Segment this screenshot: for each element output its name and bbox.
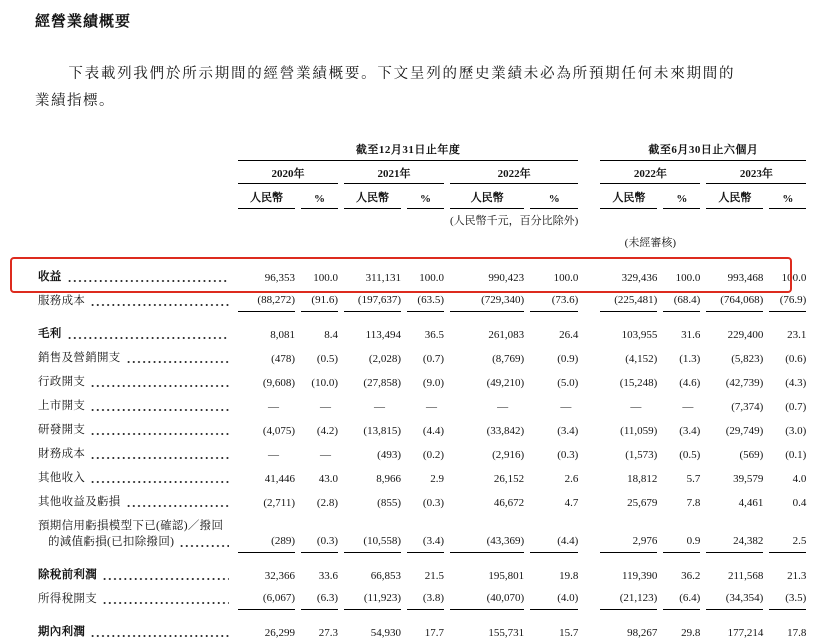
unit-header-pct: % [530, 184, 578, 209]
cell-value: (5,823) [731, 353, 764, 365]
cell-value: 177,214 [727, 627, 764, 639]
results-table [32, 137, 812, 643]
cell-value: (4.0) [530, 586, 578, 610]
cell-value: (10,558) [344, 513, 401, 553]
cell-value: 27.3 [318, 627, 338, 639]
cell-value: 15.7 [559, 627, 579, 639]
cell-value: 32,366 [264, 570, 295, 582]
cell-value: 31.6 [681, 329, 701, 341]
cell-value: — [268, 449, 279, 461]
dot-leader [102, 594, 229, 606]
dot-leader [67, 329, 229, 341]
unit-row [38, 184, 806, 209]
cell-value: (0.7) [422, 353, 444, 365]
cell-value: 43.0 [318, 473, 338, 485]
cell-value: (6,067) [238, 586, 295, 610]
cell-value: (493) [377, 449, 401, 461]
cell-value: (1.3) [679, 353, 701, 365]
year-header-2022: 2022年 [450, 161, 578, 184]
note-unaudited: (未經審核) [624, 237, 676, 249]
unit-header-pct: % [301, 184, 338, 209]
cell-value: (6.3) [301, 586, 338, 610]
cell-value: 261,083 [488, 329, 525, 341]
cell-value: 103,955 [621, 329, 658, 341]
cell-value: (855) [377, 497, 401, 509]
cell-value: — [374, 401, 385, 413]
unit-header-pct: % [769, 184, 806, 209]
cell-value: (729,340) [450, 288, 524, 312]
cell-value: 990,423 [488, 272, 525, 284]
intro-paragraph: 下表載列我們於所示期間的經營業績概要。下文呈列的歷史業績未必為所預期任何未來期間的業績指標。 [35, 66, 735, 109]
cell-value: (40,070) [450, 586, 524, 610]
row-label: 收益 [38, 264, 232, 288]
cell-value: 311,131 [365, 272, 401, 284]
cell-value: (11,059) [620, 425, 658, 437]
cell-value: (3.4) [679, 425, 701, 437]
cell-value: 211,568 [727, 570, 764, 582]
cell-value: (1,573) [625, 449, 658, 461]
cell-value: (49,210) [486, 377, 525, 389]
cell-value: (0.3) [422, 497, 444, 509]
unit-header-pct: % [407, 184, 444, 209]
cell-value: (0.6) [785, 353, 807, 365]
cell-value: (88,272) [238, 288, 295, 312]
cell-value: (764,068) [706, 288, 763, 312]
cell-value: (43,369) [450, 513, 524, 553]
row-label: 預期信用虧損模型下已(確認)／撥回 的減值虧損(已扣除撥回) [38, 513, 232, 553]
cell-value: (3.4) [557, 425, 579, 437]
cell-value: — [497, 401, 509, 413]
row-label: 其他收益及虧損 [38, 489, 232, 513]
dot-leader [90, 449, 229, 461]
cell-value: 155,731 [488, 627, 525, 639]
cell-value: 2.5 [769, 513, 806, 553]
row-label: 財務成本 [38, 441, 232, 465]
dot-leader [126, 497, 229, 509]
cell-value: (29,749) [725, 425, 764, 437]
cell-value: 8,966 [376, 473, 401, 485]
cell-value: 33.6 [318, 570, 338, 582]
table-row [38, 288, 806, 312]
cell-value: 8.4 [324, 329, 338, 341]
table-row [38, 586, 806, 610]
cell-value: (42,739) [725, 377, 764, 389]
note-row-unaudited [38, 228, 806, 264]
dot-leader [90, 627, 229, 639]
row-label: 毛利 [38, 312, 232, 345]
table-body [38, 264, 806, 643]
cell-value: (4.2) [316, 425, 338, 437]
cell-value: 100.0 [781, 272, 807, 284]
row-label: 研發開支 [38, 417, 232, 441]
cell-value: (91.6) [301, 288, 338, 312]
table-row [38, 369, 806, 393]
cell-value: 98,267 [627, 627, 658, 639]
cell-value: (0.5) [679, 449, 701, 461]
dot-leader [90, 425, 229, 437]
table-row [38, 345, 806, 369]
spanner-annual: 截至12月31日止年度 [238, 137, 578, 161]
cell-value: (21,123) [600, 586, 657, 610]
cell-value: (2.8) [316, 497, 338, 509]
cell-value: — [426, 401, 437, 413]
cell-value: 19.8 [559, 570, 579, 582]
cell-value: (0.1) [785, 449, 807, 461]
cell-value: 195,801 [488, 570, 525, 582]
cell-value: 7.8 [686, 497, 701, 509]
cell-value: 41,446 [264, 473, 295, 485]
cell-value: (4.4) [422, 425, 444, 437]
cell-value: (63.5) [407, 288, 444, 312]
cell-value: (4,152) [625, 353, 658, 365]
cell-value: — [630, 401, 642, 413]
cell-value: — [320, 449, 331, 461]
cell-value: (3.8) [407, 586, 444, 610]
cell-value: 23.1 [787, 329, 807, 341]
cell-value: 4.0 [792, 473, 807, 485]
cell-value: 46,672 [493, 497, 525, 509]
cell-value: (2,711) [263, 497, 295, 509]
cell-value: (225,481) [600, 288, 657, 312]
cell-value: 21.3 [787, 570, 807, 582]
cell-value: (3.5) [769, 586, 806, 610]
cell-value: (3.0) [785, 425, 807, 437]
cell-value: 2.6 [564, 473, 579, 485]
cell-value: (0.2) [422, 449, 444, 461]
cell-value: 54,930 [370, 627, 401, 639]
dot-leader [179, 537, 229, 549]
cell-value: 17.8 [787, 627, 807, 639]
spanner-row [38, 137, 806, 161]
row-label: 服務成本 [38, 288, 232, 312]
cell-value: (27,858) [363, 377, 401, 389]
cell-value: 2,976 [600, 513, 657, 553]
cell-value: (289) [238, 513, 295, 553]
cell-value: (76.9) [769, 288, 806, 312]
cell-value: (0.9) [557, 353, 579, 365]
page-title: 經營業績概要 [35, 14, 132, 30]
year-header-2021: 2021年 [344, 161, 444, 184]
unit-header-rmb: 人民幣 [600, 184, 657, 209]
table-row [38, 465, 806, 489]
cell-value: 29.8 [681, 627, 701, 639]
cell-value: 36.2 [681, 570, 701, 582]
cell-value: 26,299 [264, 627, 295, 639]
row-label: 銷售及營銷開支 [38, 345, 232, 369]
cell-value: 8,081 [270, 329, 295, 341]
cell-value: 100.0 [675, 272, 701, 284]
cell-value: 2.9 [430, 473, 444, 485]
cell-value: (7,374) [731, 401, 764, 413]
cell-value: 4.7 [564, 497, 579, 509]
cell-value: (0.7) [785, 401, 807, 413]
dot-leader [126, 353, 229, 365]
unit-header-rmb: 人民幣 [344, 184, 401, 209]
cell-value: 0.9 [663, 513, 700, 553]
year-header-2020: 2020年 [238, 161, 338, 184]
cell-value: 39,579 [733, 473, 764, 485]
cell-value: 26,152 [493, 473, 525, 485]
cell-value: (13,815) [363, 425, 401, 437]
cell-value: — [268, 401, 279, 413]
cell-value: (0.5) [316, 353, 338, 365]
cell-value: (0.3) [301, 513, 338, 553]
cell-value: 66,853 [370, 570, 401, 582]
year-header-2023-interim: 2023年 [706, 161, 806, 184]
spanner-interim: 截至6月30日止六個月 [600, 137, 806, 161]
table-row [38, 264, 806, 288]
cell-value: 229,400 [727, 329, 764, 341]
table-row [38, 312, 806, 345]
cell-value: — [320, 401, 331, 413]
cell-value: 113,494 [365, 329, 401, 341]
cell-value: 26.4 [559, 329, 579, 341]
dot-leader [90, 296, 229, 308]
row-label: 其他收入 [38, 465, 232, 489]
table-header [38, 137, 806, 264]
row-label: 除稅前利潤 [38, 553, 232, 586]
cell-value: (68.4) [663, 288, 700, 312]
cell-value: (4.6) [679, 377, 701, 389]
table-row [38, 441, 806, 465]
cell-value: 36.5 [424, 329, 444, 341]
row-label: 行政開支 [38, 369, 232, 393]
cell-value: (478) [271, 353, 295, 365]
cell-value: — [560, 401, 572, 413]
cell-value: (569) [739, 449, 764, 461]
cell-value: 4,461 [738, 497, 764, 509]
note-units: (人民幣千元，百分比除外) [450, 215, 579, 227]
dot-leader [90, 401, 229, 413]
cell-value: 21.5 [424, 570, 444, 582]
unit-header-rmb: 人民幣 [238, 184, 295, 209]
cell-value: (9.0) [422, 377, 444, 389]
cell-value: (73.6) [530, 288, 578, 312]
cell-value: (8,769) [492, 353, 525, 365]
cell-value: 119,390 [621, 570, 658, 582]
row-label: 上市開支 [38, 393, 232, 417]
cell-value: (6.4) [663, 586, 700, 610]
note-row-units [38, 209, 806, 228]
cell-value: (4.4) [530, 513, 578, 553]
cell-value: 96,353 [264, 272, 295, 284]
cell-value: (34,354) [706, 586, 763, 610]
dot-leader [67, 272, 229, 284]
cell-value: 18,812 [627, 473, 658, 485]
row-label: 所得稅開支 [38, 586, 232, 610]
dot-leader [90, 473, 229, 485]
table-row [38, 553, 806, 586]
cell-value: (4.3) [785, 377, 807, 389]
cell-value: (3.4) [407, 513, 444, 553]
cell-value: 17.7 [424, 627, 444, 639]
cell-value: (4,075) [262, 425, 295, 437]
unit-header-rmb: 人民幣 [450, 184, 524, 209]
table-row [38, 489, 806, 513]
cell-value: (0.3) [557, 449, 579, 461]
table-row [38, 513, 806, 553]
year-row [38, 161, 806, 184]
cell-value: 5.7 [686, 473, 701, 485]
cell-value: 24,382 [706, 513, 763, 553]
cell-value: 100.0 [553, 272, 579, 284]
cell-value: 993,468 [727, 272, 764, 284]
cell-value: 100.0 [313, 272, 338, 284]
cell-value: (11,923) [344, 586, 401, 610]
dot-leader [102, 570, 229, 582]
cell-value: (15,248) [619, 377, 658, 389]
dot-leader [90, 377, 229, 389]
cell-value: (9,608) [262, 377, 295, 389]
cell-value: 329,436 [621, 272, 658, 284]
cell-value: 0.4 [792, 497, 807, 509]
cell-value: (10.0) [311, 377, 338, 389]
cell-value: (33,842) [486, 425, 525, 437]
cell-value: (5.0) [557, 377, 579, 389]
row-label: 期內利潤 [38, 610, 232, 643]
table-row [38, 610, 806, 643]
table-row [38, 393, 806, 417]
cell-value: 25,679 [627, 497, 658, 509]
unit-header-pct: % [663, 184, 700, 209]
cell-value: (197,637) [344, 288, 401, 312]
year-header-2022-interim: 2022年 [600, 161, 700, 184]
table-row [38, 417, 806, 441]
unit-header-rmb: 人民幣 [706, 184, 763, 209]
cell-value: (2,916) [492, 449, 525, 461]
cell-value: 100.0 [419, 272, 444, 284]
cell-value: — [682, 401, 694, 413]
cell-value: (2,028) [368, 353, 401, 365]
